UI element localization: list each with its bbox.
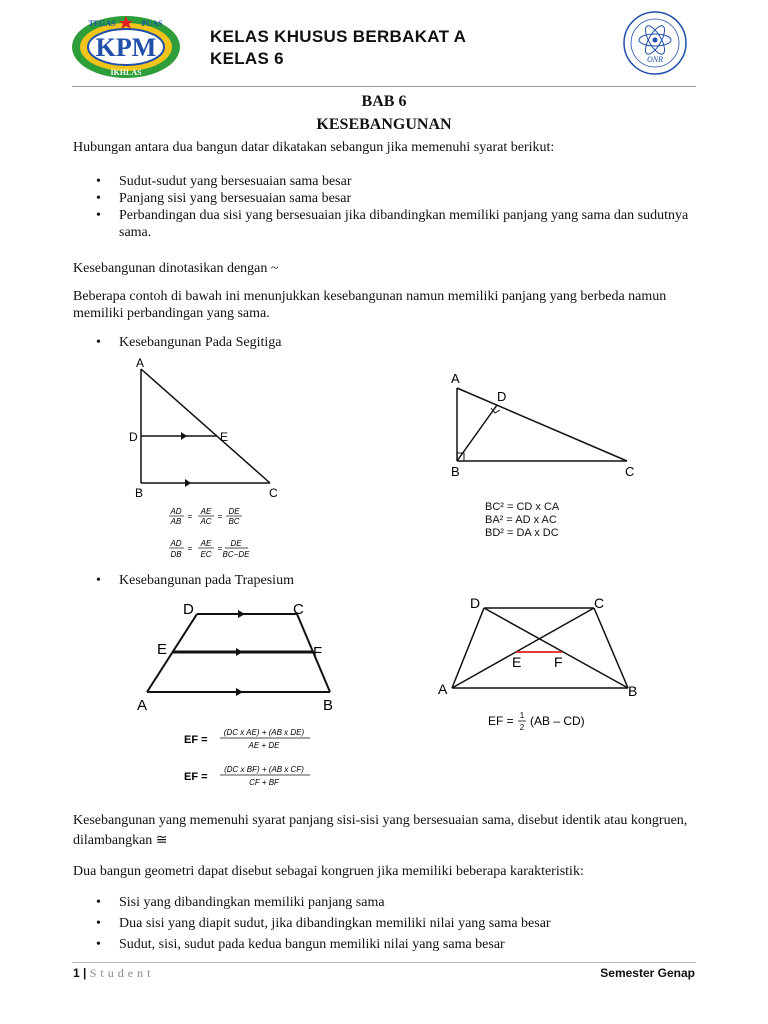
label-A: A [451,371,460,386]
notation-paragraph: Kesebangunan dinotasikan dengan ~ [73,261,279,276]
label-B: B [628,683,638,699]
frac-num: AE [200,539,212,548]
frac-den: AC [200,517,212,526]
ef-label: EF = [184,771,208,783]
triangle-figure-2 [445,368,645,483]
label-D: D [470,595,481,611]
header-line1: KELAS KHUSUS BERBAKAT A [210,27,467,46]
frac-den: EC [200,550,212,559]
trapezoid-figure-2 [432,590,652,705]
congruent-intro: Dua bangun geometri dapat disebut sebagai kongruen jika memiliki beberapa karakteristik: [73,864,584,879]
frac-den: BC [228,517,240,526]
label-A: A [438,681,448,697]
frac-den: AB [170,517,182,526]
label-F: F [554,654,563,670]
kpm-logo [70,14,182,80]
label-D: D [497,389,507,404]
chapter-title: KESEBANGUNAN [316,116,452,133]
header-line2: KELAS 6 [210,49,284,68]
equation: BD² = DA x DC [485,527,559,539]
label-A: A [137,697,148,714]
trapezoid-formula-1 [182,725,322,795]
label-B: B [135,486,144,500]
equation: BC² = CD x CA [485,501,560,513]
equals-sign: = [187,544,193,553]
kpm-logo-center: KPM [95,33,157,62]
label-D: D [129,430,138,444]
equals-sign: = [187,512,193,521]
section-triangle: • Kesebangunan Pada Segitiga [96,334,696,351]
frac-num: AD [170,507,182,516]
frac-num: DE [230,539,242,548]
ef-label: EF = [184,734,208,746]
trapezoid-figure-1 [135,598,355,716]
congruent-paragraph: Kesebangunan yang memenuhi syarat panjang sisi-sisi yang bersesuaian sama, disebut identik atau kongruen, dilambangkan ≅ [73,813,688,848]
frac-num: (DC x AE) + (AB x DE) [223,728,305,737]
frac-num: AE [200,507,212,516]
characteristic-item: • Dua sisi yang diapit sudut, jika dibandingkan memiliki nilai yang sama besar [96,915,696,932]
onr-logo-text: ONR [647,55,663,64]
header-title [210,26,466,70]
arrow-icon [236,688,243,696]
characteristic-item: • Sudut, sisi, sudut pada kedua bangun memiliki nilai yang sama besar [96,936,696,953]
label-B: B [323,697,334,714]
label-E: E [157,641,168,658]
footer-divider [72,962,696,963]
label-E: E [512,654,522,670]
label-A: A [136,356,145,370]
frac-den: AE + DE [248,741,280,750]
kpm-logo-bottom: IKHLAS [110,68,142,77]
frac-num: DE [228,507,240,516]
condition-item: • Sudut-sudut yang bersesuaian sama besar [96,173,696,190]
label-E: E [220,430,229,444]
equals-sign: = [217,544,223,553]
equals-sign: = [217,512,223,521]
arrow-icon [236,648,243,656]
trapezoid-formula-2 [488,708,598,734]
frac-num: AD [170,539,182,548]
frac-num: 1 [519,711,525,720]
chapter-number: BAB 6 [361,93,407,110]
frac-den: CF + BF [249,778,279,787]
examples-paragraph: Beberapa contoh di bawah ini menunjukkan kesebangunan namun memiliki panjang yang berbeda namun memiliki perbandingan yang sama. [73,289,667,321]
section-trapezoid: • Kesebangunan pada Trapesium [96,572,696,589]
page-number: 1 [73,966,80,980]
kpm-logo-top: TEGAS [88,19,116,28]
frac-num: (DC x BF) + (AB x CF) [224,765,304,774]
label-C: C [625,464,635,479]
condition-item: • Perbandingan dua sisi yang bersesuaian jika dibandingkan memiliki panjang yang sama dan sudutnya sama. [96,207,696,241]
onr-logo [622,10,688,76]
ef-label: EF = [488,714,514,728]
label-C: C [269,486,278,500]
label-C: C [293,601,304,618]
triangle-formula-1 [168,506,278,566]
header-divider [72,86,696,87]
triangle-figure-1 [125,355,295,500]
label-D: D [183,601,194,618]
footer-left [73,966,154,981]
footer-right: Semester Genap [600,966,695,980]
condition-item: • Panjang sisi yang bersesuaian sama besar [96,190,696,207]
label-C: C [594,595,605,611]
footer-label: Student [89,966,155,980]
frac-den: 2 [519,723,525,732]
label-F: F [313,644,323,661]
triangle-2-equations [485,501,559,540]
frac-den: BC−DE [222,550,250,559]
characteristic-item: • Sisi yang dibandingkan memiliki panjang sama [96,894,696,911]
intro-paragraph: Hubungan antara dua bangun datar dikatakan sebangun jika memenuhi syarat berikut: [73,140,555,155]
frac-den: DB [170,550,182,559]
label-B: B [451,464,460,479]
formula-rest: (AB – CD) [530,714,585,728]
arrow-icon [185,479,191,487]
kpm-logo-top2: PUAS [141,19,163,28]
arrow-icon [181,432,187,440]
arrow-icon [238,610,245,618]
equation: BA² = AD x AC [485,514,557,526]
footer-separator: | [83,966,87,980]
